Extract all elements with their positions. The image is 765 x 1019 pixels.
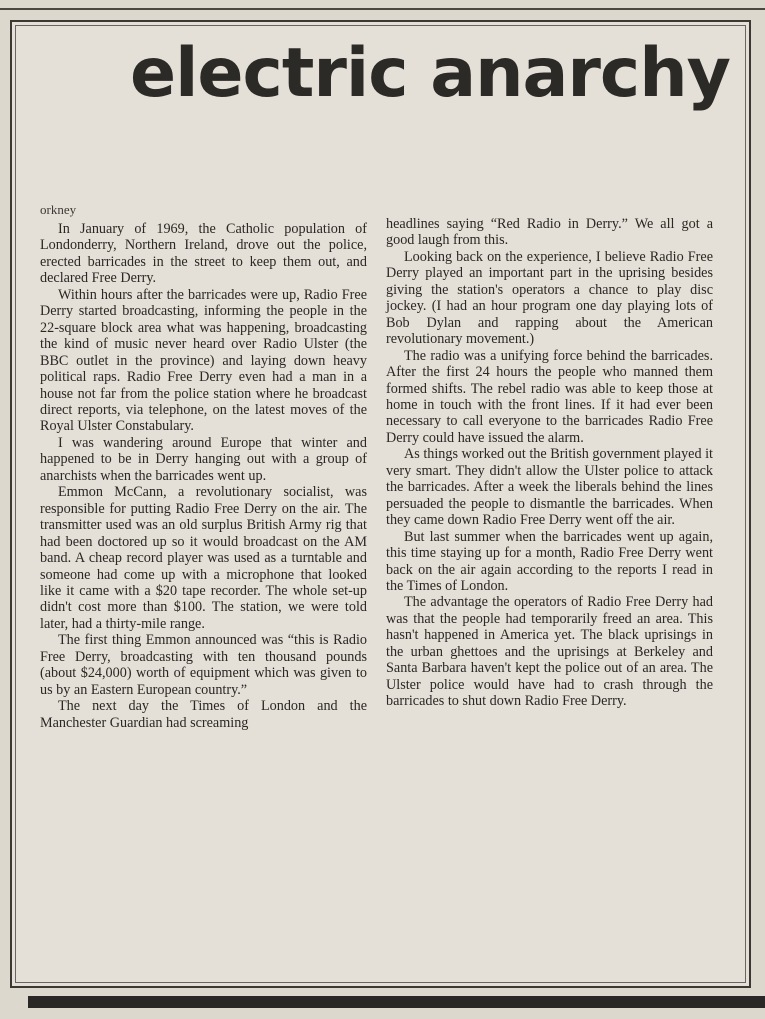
paragraph: The radio was a unifying force behind the barricades. After the first 24 hours the people who manned them formed shifts. The rebel radio was able to keep those at home in touch with the front lines. If it had ever been necessary to call everyone to the barricades Radio Free Derry could have issued the alarm. <box>386 347 713 446</box>
bottom-rule <box>28 996 765 1008</box>
paragraph: The next day the Times of London and the Manchester Guardian had screaming <box>40 698 367 731</box>
paragraph: I was wandering around Europe that winter and happened to be in Derry hanging out with a group of anarchists when the barricades went up. <box>40 434 367 484</box>
paragraph: The first thing Emmon announced was “this is Radio Free Derry, broadcasting with ten thousand pounds (about $24,000) worth of equipment which was given to us by an Eastern European country.” <box>40 632 367 698</box>
left-column <box>40 221 367 731</box>
paragraph: In January of 1969, the Catholic population of Londonderry, Northern Ireland, drove out the police, erected barricades in the street to keep them out, and declared Free Derry. <box>40 221 367 287</box>
paragraph-continuation: headlines saying “Red Radio in Derry.” We all got a good laugh from this. <box>386 216 713 249</box>
headline: electric anarchy <box>130 34 730 113</box>
right-column <box>386 216 713 710</box>
paragraph: Within hours after the barricades were up, Radio Free Derry started broadcasting, informing the people in the 22-square block area what was happening, broadcasting the kind of music never heard over Radio Ulster (the BBC outlet in the province) and laying down heavy political raps. Radio Free Derry even had a man in a house not far from the police station where he broadcast direct reports, via telephone, on the latest moves of the Royal Ulster Constabulary. <box>40 286 367 435</box>
paragraph: As things worked out the British government played it very smart. They didn't allow the Ulster police to attack the barricades. After a week the liberals behind the lines persuaded the people to dismantle the barricades. When they came down Radio Free Derry went off the air. <box>386 446 713 529</box>
paragraph: Emmon McCann, a revolutionary socialist, was responsible for putting Radio Free Derry on the air. The transmitter used was an old surplus British Army rig that had been doctored up so it would broadcast on the AM band. A cheap record player was used as a turntable and someone had come up with a microphone that looked like it came with a $20 tape recorder. The whole set-up didn't cost more than $100. The station, we were told later, had a thirty-mile range. <box>40 484 367 632</box>
paragraph: Looking back on the experience, I believe Radio Free Derry played an important part in the uprising besides giving the station's operators a chance to play disc jockey. (I had an hour program one day playing lots of Bob Dylan and rapping about the American revolutionary movement.) <box>386 248 713 348</box>
byline: orkney <box>40 202 77 217</box>
paragraph: But last summer when the barricades went up again, this time staying up for a month, Radio Free Derry went back on the air again according to the reports I read in the Times of London. <box>386 528 713 594</box>
paragraph: The advantage the operators of Radio Free Derry had was that the people had temporarily freed an area. This hasn't happened in America yet. The black uprisings in the urban ghettoes and the uprisings at Berkeley and Santa Barbara haven't kept the police out of an area. The Ulster police would have had to crash through the barricades to shut down Radio Free Derry. <box>386 594 713 710</box>
top-rule <box>0 8 765 10</box>
